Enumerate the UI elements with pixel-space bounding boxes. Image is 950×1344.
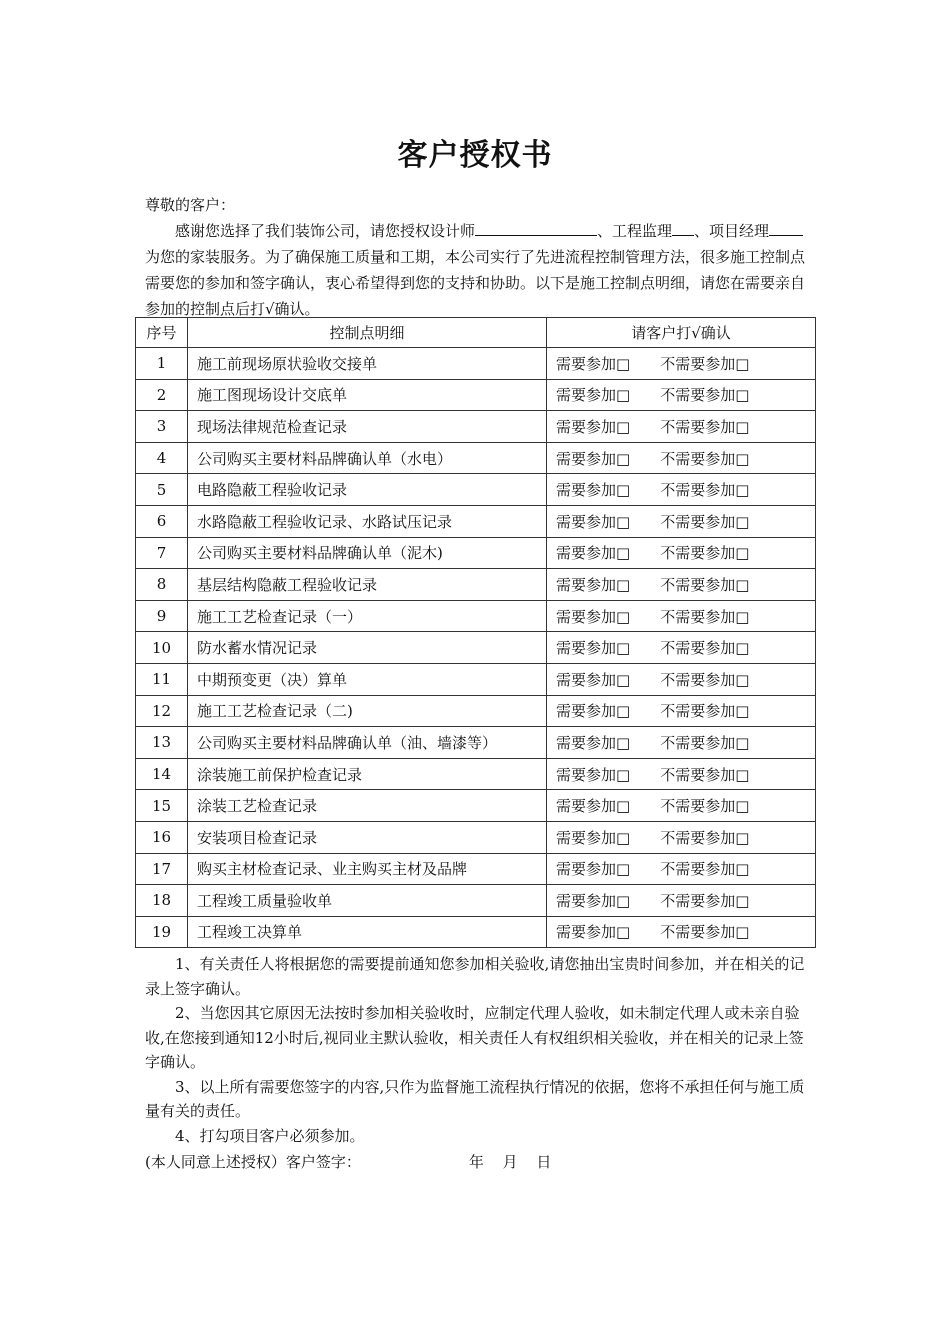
note-1: 1、有关责任人将根据您的需要提前通知您参加相关验收,请您抽出宝贵时间参加，并在相关的记录上签字确认。 bbox=[145, 955, 805, 998]
need-attend-checkbox[interactable]: 需要参加□ bbox=[556, 797, 631, 816]
row-confirm bbox=[547, 916, 816, 948]
table-row bbox=[136, 474, 816, 506]
page-title: 客户授权书 bbox=[397, 138, 553, 173]
no-need-attend-checkbox[interactable]: 不需要参加□ bbox=[660, 481, 750, 500]
no-need-attend-checkbox[interactable]: 不需要参加□ bbox=[660, 765, 750, 784]
row-item: 涂装工艺检查记录 bbox=[188, 790, 547, 822]
no-need-attend-checkbox[interactable]: 不需要参加□ bbox=[660, 639, 750, 658]
row-item: 购买主材检查记录、业主购买主材及品牌 bbox=[188, 853, 547, 885]
need-attend-checkbox[interactable]: 需要参加□ bbox=[556, 354, 631, 373]
row-number: 1 bbox=[136, 348, 188, 380]
row-item: 水路隐蔽工程验收记录、水路试压记录 bbox=[188, 505, 547, 537]
row-confirm bbox=[547, 695, 816, 727]
row-number: 10 bbox=[136, 632, 188, 664]
row-number: 9 bbox=[136, 600, 188, 632]
no-need-attend-checkbox[interactable]: 不需要参加□ bbox=[660, 797, 750, 816]
no-need-attend-checkbox[interactable]: 不需要参加□ bbox=[660, 702, 750, 721]
row-item: 现场法律规范检查记录 bbox=[188, 411, 547, 443]
table-row bbox=[136, 632, 816, 664]
row-confirm bbox=[547, 505, 816, 537]
need-attend-checkbox[interactable]: 需要参加□ bbox=[556, 891, 631, 910]
greeting: 尊敬的客户： bbox=[145, 196, 236, 214]
need-attend-checkbox[interactable]: 需要参加□ bbox=[556, 481, 631, 500]
no-need-attend-checkbox[interactable]: 不需要参加□ bbox=[660, 386, 750, 405]
need-attend-checkbox[interactable]: 需要参加□ bbox=[556, 828, 631, 847]
row-number: 16 bbox=[136, 821, 188, 853]
row-number: 5 bbox=[136, 474, 188, 506]
signature-line bbox=[145, 1151, 551, 1172]
table-row bbox=[136, 663, 816, 695]
table-row bbox=[136, 885, 816, 917]
row-item: 公司购买主要材料品牌确认单（水电） bbox=[188, 442, 547, 474]
row-item: 施工图现场设计交底单 bbox=[188, 379, 547, 411]
table-row bbox=[136, 600, 816, 632]
no-need-attend-checkbox[interactable]: 不需要参加□ bbox=[660, 449, 750, 468]
row-item: 公司购买主要材料品牌确认单（油、墙漆等） bbox=[188, 727, 547, 759]
need-attend-checkbox[interactable]: 需要参加□ bbox=[556, 639, 631, 658]
row-confirm bbox=[547, 758, 816, 790]
header-confirm: 请客户打√确认 bbox=[547, 318, 816, 348]
row-item: 施工前现场原状验收交接单 bbox=[188, 348, 547, 380]
row-number: 7 bbox=[136, 537, 188, 569]
need-attend-checkbox[interactable]: 需要参加□ bbox=[556, 607, 631, 626]
row-number: 15 bbox=[136, 790, 188, 822]
table-row bbox=[136, 727, 816, 759]
table-header-row bbox=[136, 318, 816, 348]
no-need-attend-checkbox[interactable]: 不需要参加□ bbox=[660, 544, 750, 563]
no-need-attend-checkbox[interactable]: 不需要参加□ bbox=[660, 417, 750, 436]
need-attend-checkbox[interactable]: 需要参加□ bbox=[556, 386, 631, 405]
no-need-attend-checkbox[interactable]: 不需要参加□ bbox=[660, 512, 750, 531]
intro-paragraph bbox=[145, 218, 815, 322]
no-need-attend-checkbox[interactable]: 不需要参加□ bbox=[660, 828, 750, 847]
row-confirm bbox=[547, 442, 816, 474]
need-attend-checkbox[interactable]: 需要参加□ bbox=[556, 765, 631, 784]
row-confirm bbox=[547, 600, 816, 632]
row-number: 19 bbox=[136, 916, 188, 948]
row-item: 工程竣工质量验收单 bbox=[188, 885, 547, 917]
row-confirm bbox=[547, 411, 816, 443]
intro-text-3: 、项目经理 bbox=[694, 222, 770, 240]
need-attend-checkbox[interactable]: 需要参加□ bbox=[556, 860, 631, 879]
table-row bbox=[136, 505, 816, 537]
need-attend-checkbox[interactable]: 需要参加□ bbox=[556, 733, 631, 752]
table-row bbox=[136, 758, 816, 790]
table-row bbox=[136, 379, 816, 411]
no-need-attend-checkbox[interactable]: 不需要参加□ bbox=[660, 733, 750, 752]
row-item: 基层结构隐蔽工程验收记录 bbox=[188, 569, 547, 601]
row-item: 电路隐蔽工程验收记录 bbox=[188, 474, 547, 506]
need-attend-checkbox[interactable]: 需要参加□ bbox=[556, 923, 631, 942]
intro-text-4: 为您的家装服务。为了确保施工质量和工期，本公司实行了先进流程控制管理方法，很多施工控制点需要您的参加和签字确认，衷心希望得到您的支持和协助。以下是施工控制点明细，请您在需要亲自参加的控制点后打√确认。 bbox=[145, 248, 806, 318]
row-item: 安装项目检查记录 bbox=[188, 821, 547, 853]
no-need-attend-checkbox[interactable]: 不需要参加□ bbox=[660, 860, 750, 879]
need-attend-checkbox[interactable]: 需要参加□ bbox=[556, 449, 631, 468]
row-number: 17 bbox=[136, 853, 188, 885]
intro-text-2: 、工程监理 bbox=[597, 222, 673, 240]
table-row bbox=[136, 853, 816, 885]
row-confirm bbox=[547, 853, 816, 885]
row-number: 4 bbox=[136, 442, 188, 474]
row-confirm bbox=[547, 663, 816, 695]
row-confirm bbox=[547, 537, 816, 569]
row-item: 工程竣工决算单 bbox=[188, 916, 547, 948]
table-row bbox=[136, 790, 816, 822]
row-confirm bbox=[547, 885, 816, 917]
row-confirm bbox=[547, 632, 816, 664]
table-row bbox=[136, 916, 816, 948]
table-row bbox=[136, 348, 816, 380]
row-confirm bbox=[547, 379, 816, 411]
row-item: 防水蓄水情况记录 bbox=[188, 632, 547, 664]
header-no: 序号 bbox=[136, 318, 188, 348]
table-row bbox=[136, 411, 816, 443]
note-3: 3、以上所有需要您签字的内容,只作为监督施工流程执行情况的依据，您将不承担任何与施工质量有关的责任。 bbox=[145, 1077, 805, 1120]
control-points-table bbox=[135, 317, 816, 948]
signature-label: (本人同意上述授权）客户签字： bbox=[145, 1153, 361, 1171]
row-confirm bbox=[547, 821, 816, 853]
row-number: 12 bbox=[136, 695, 188, 727]
row-number: 3 bbox=[136, 411, 188, 443]
need-attend-checkbox[interactable]: 需要参加□ bbox=[556, 544, 631, 563]
header-item: 控制点明细 bbox=[188, 318, 547, 348]
need-attend-checkbox[interactable]: 需要参加□ bbox=[556, 575, 631, 594]
row-item: 施工工艺检查记录（二) bbox=[188, 695, 547, 727]
no-need-attend-checkbox[interactable]: 不需要参加□ bbox=[660, 923, 750, 942]
need-attend-checkbox[interactable]: 需要参加□ bbox=[556, 670, 631, 689]
table-row bbox=[136, 821, 816, 853]
row-item: 施工工艺检查记录（一） bbox=[188, 600, 547, 632]
manager-blank[interactable] bbox=[769, 220, 803, 236]
supervisor-blank[interactable] bbox=[672, 220, 694, 236]
intro-section bbox=[145, 192, 815, 322]
notes-section bbox=[145, 952, 815, 1148]
row-number: 18 bbox=[136, 885, 188, 917]
row-number: 14 bbox=[136, 758, 188, 790]
intro-text-1: 感谢您选择了我们装饰公司，请您授权设计师 bbox=[175, 222, 476, 240]
row-confirm bbox=[547, 474, 816, 506]
row-number: 8 bbox=[136, 569, 188, 601]
row-number: 11 bbox=[136, 663, 188, 695]
row-number: 2 bbox=[136, 379, 188, 411]
table-row bbox=[136, 569, 816, 601]
row-item: 公司购买主要材料品牌确认单（泥木) bbox=[188, 537, 547, 569]
note-2: 2、当您因其它原因无法按时参加相关验收时，应制定代理人验收，如未制定代理人或未亲自验收,在您接到通知12小时后,视同业主默认验收，相关责任人有权组织相关验收，并在相关的记录上签字确认。 bbox=[145, 1004, 804, 1071]
row-number: 6 bbox=[136, 505, 188, 537]
need-attend-checkbox[interactable]: 需要参加□ bbox=[556, 702, 631, 721]
row-item: 中期预变更（决）算单 bbox=[188, 663, 547, 695]
need-attend-checkbox[interactable]: 需要参加□ bbox=[556, 512, 631, 531]
no-need-attend-checkbox[interactable]: 不需要参加□ bbox=[660, 575, 750, 594]
row-number: 13 bbox=[136, 727, 188, 759]
row-confirm bbox=[547, 727, 816, 759]
note-4: 4、打勾项目客户必须参加。 bbox=[175, 1126, 365, 1145]
row-confirm bbox=[547, 569, 816, 601]
need-attend-checkbox[interactable]: 需要参加□ bbox=[556, 417, 631, 436]
no-need-attend-checkbox[interactable]: 不需要参加□ bbox=[660, 670, 750, 689]
no-need-attend-checkbox[interactable]: 不需要参加□ bbox=[660, 607, 750, 626]
table-row bbox=[136, 695, 816, 727]
designer-blank[interactable] bbox=[475, 220, 597, 236]
table-row bbox=[136, 537, 816, 569]
signature-date[interactable]: 年 月 日 bbox=[468, 1153, 552, 1171]
no-need-attend-checkbox[interactable]: 不需要参加□ bbox=[660, 891, 750, 910]
row-confirm bbox=[547, 790, 816, 822]
row-item: 涂装施工前保护检查记录 bbox=[188, 758, 547, 790]
table-row bbox=[136, 442, 816, 474]
no-need-attend-checkbox[interactable]: 不需要参加□ bbox=[660, 354, 750, 373]
row-confirm bbox=[547, 348, 816, 380]
